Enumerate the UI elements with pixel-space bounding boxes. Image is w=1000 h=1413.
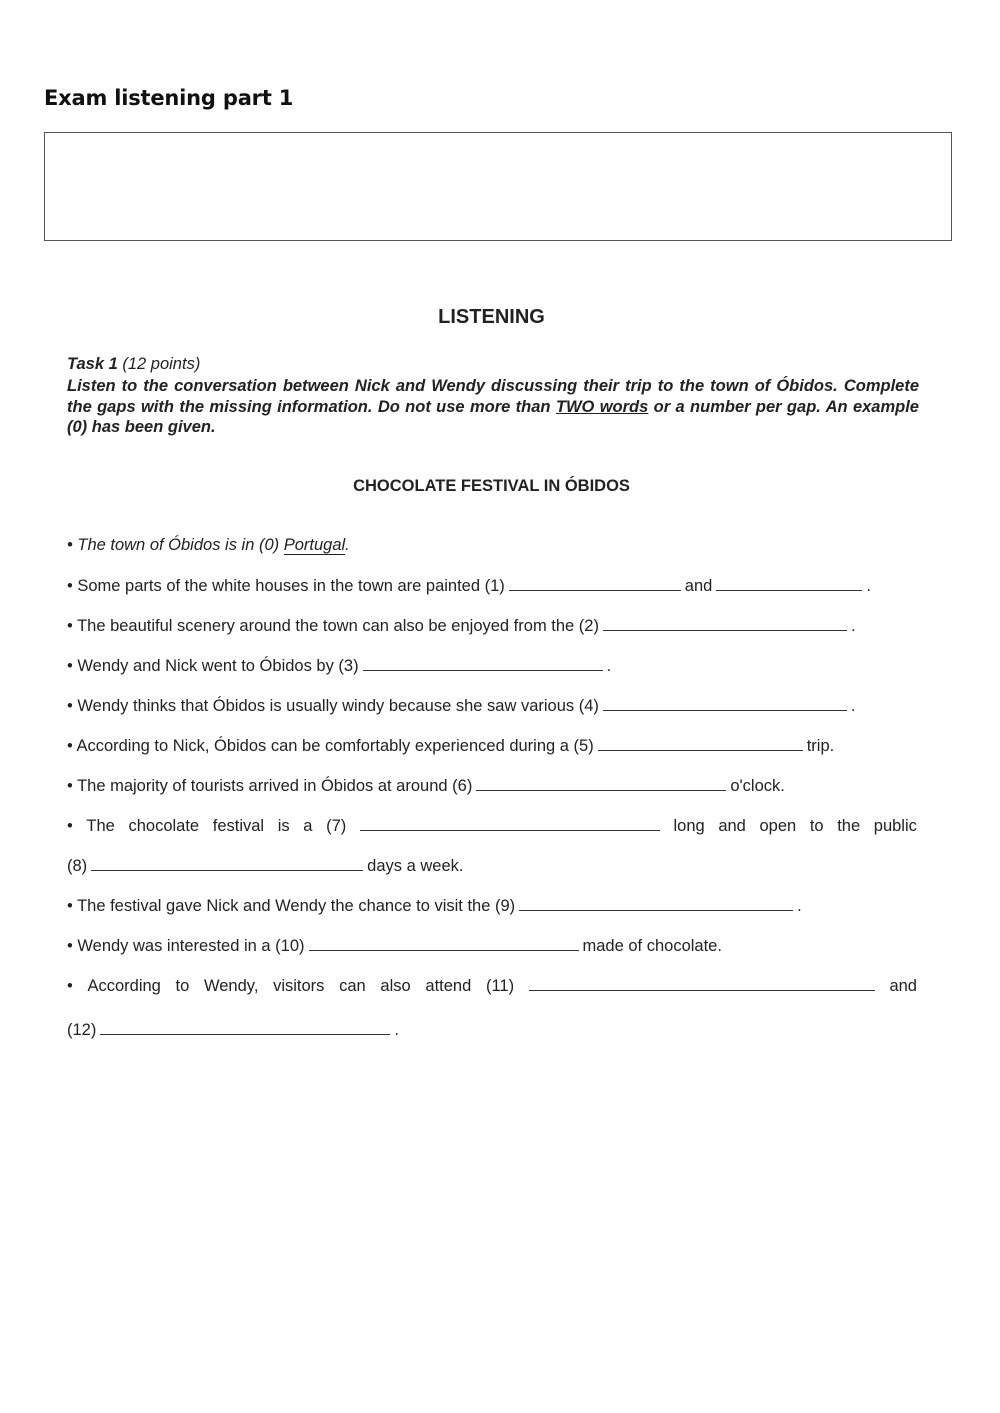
example-answer: Portugal [283, 536, 346, 554]
instructions-emphasis: TWO words [555, 397, 649, 416]
q11-word: Wendy, [203, 977, 259, 995]
question-number-8: (8) [67, 857, 88, 875]
question-item-8 [67, 856, 463, 876]
question-text-6: • The majority of tourists arrived in Óbidos at around (6) [67, 777, 473, 795]
q7-after-word: open [759, 817, 797, 835]
question-end-9: . [797, 897, 802, 915]
question-item-11 [67, 976, 917, 996]
q7-word: chocolate [128, 817, 200, 835]
question-item-7 [67, 816, 917, 836]
question-text-9: • The festival gave Nick and Wendy the chance to visit the (9) [67, 897, 516, 915]
answer-blank-1b[interactable] [716, 576, 862, 591]
q11-word: also [380, 977, 411, 995]
question-end-2: . [850, 617, 856, 635]
q7-word: (7) [326, 817, 347, 835]
page-title: Exam listening part 1 [44, 86, 294, 110]
question-end-1: . [866, 577, 871, 595]
q11-word: to [175, 977, 190, 995]
question-item-2 [67, 616, 856, 636]
question-end-12: . [394, 1021, 399, 1039]
answer-blank-1a[interactable] [509, 576, 681, 591]
question-text-2: • The beautiful scenery around the town can also be enjoyed from the (2) [67, 617, 599, 635]
answer-blank-10[interactable] [309, 936, 579, 951]
task-instructions [67, 376, 919, 438]
answer-blank-5[interactable] [598, 736, 803, 751]
answer-blank-8[interactable] [91, 856, 363, 871]
answer-blank-2[interactable] [603, 616, 847, 631]
example-end: . [345, 536, 350, 554]
question-item-3 [67, 656, 611, 676]
q11-word: can [339, 977, 366, 995]
example-item [67, 536, 350, 555]
question-mid-1: and [684, 577, 713, 595]
question-item-6 [67, 776, 785, 796]
q11-word: attend [425, 977, 472, 995]
instructions-part1: Listen to the conversation between Nick and Wendy discussing their trip to the town of Óbidos. Complete the gaps with the missing information. Do not use more than [67, 377, 919, 416]
q11-word: • [67, 977, 73, 995]
example-text: • The town of Óbidos is in (0) [67, 536, 284, 554]
question-item-12 [67, 1020, 399, 1040]
question-end-8: days a week. [367, 857, 464, 875]
question-end-11: and [889, 977, 917, 995]
instructions-part2: or a number per gap. An example (0) has been given. [67, 397, 919, 436]
question-end-6: o'clock. [730, 777, 785, 795]
task-points: (12 points) [122, 355, 201, 373]
q7-after-word: the [837, 817, 861, 835]
q11-word: According [87, 977, 161, 995]
q7-word: is [277, 817, 290, 835]
task-line [67, 355, 200, 374]
question-item-1 [67, 576, 871, 596]
question-number-12: (12) [67, 1021, 97, 1039]
q11-word: visitors [273, 977, 325, 995]
answer-blank-3[interactable] [363, 656, 603, 671]
question-text-10: • Wendy was interested in a (10) [67, 937, 305, 955]
q7-after-word: to [809, 817, 824, 835]
q7-after-word: long [673, 817, 705, 835]
q7-word: The [86, 817, 115, 835]
question-end-10: made of chocolate. [582, 937, 722, 955]
sub-heading: CHOCOLATE FESTIVAL IN ÓBIDOS [353, 477, 630, 495]
question-text-3: • Wendy and Nick went to Óbidos by (3) [67, 657, 359, 675]
question-end-5: trip. [806, 737, 835, 755]
q7-word: • [67, 817, 73, 835]
question-item-9 [67, 896, 802, 916]
section-heading: LISTENING [438, 306, 545, 328]
answer-blank-4[interactable] [603, 696, 847, 711]
question-end-3: . [606, 657, 612, 675]
q7-word: a [303, 817, 313, 835]
question-text-1: • Some parts of the white houses in the town are painted (1) [67, 577, 505, 595]
q11-word: (11) [485, 977, 515, 995]
answer-blank-7[interactable] [360, 816, 660, 831]
audio-player-frame[interactable] [44, 132, 952, 241]
question-item-10 [67, 936, 722, 956]
question-end-4: . [850, 697, 856, 715]
answer-blank-9[interactable] [519, 896, 793, 911]
question-item-5 [67, 736, 834, 756]
question-item-4 [67, 696, 856, 716]
q7-after-word: and [718, 817, 746, 835]
question-text-4: • Wendy thinks that Óbidos is usually windy because she saw various (4) [67, 697, 599, 715]
answer-blank-11[interactable] [529, 976, 875, 991]
task-label: Task 1 [67, 355, 118, 373]
answer-blank-6[interactable] [476, 776, 726, 791]
answer-blank-12[interactable] [100, 1020, 390, 1035]
q7-word: festival [212, 817, 265, 835]
question-text-5: • According to Nick, Óbidos can be comfortably experienced during a (5) [67, 737, 594, 755]
q7-after-word: public [873, 817, 917, 835]
